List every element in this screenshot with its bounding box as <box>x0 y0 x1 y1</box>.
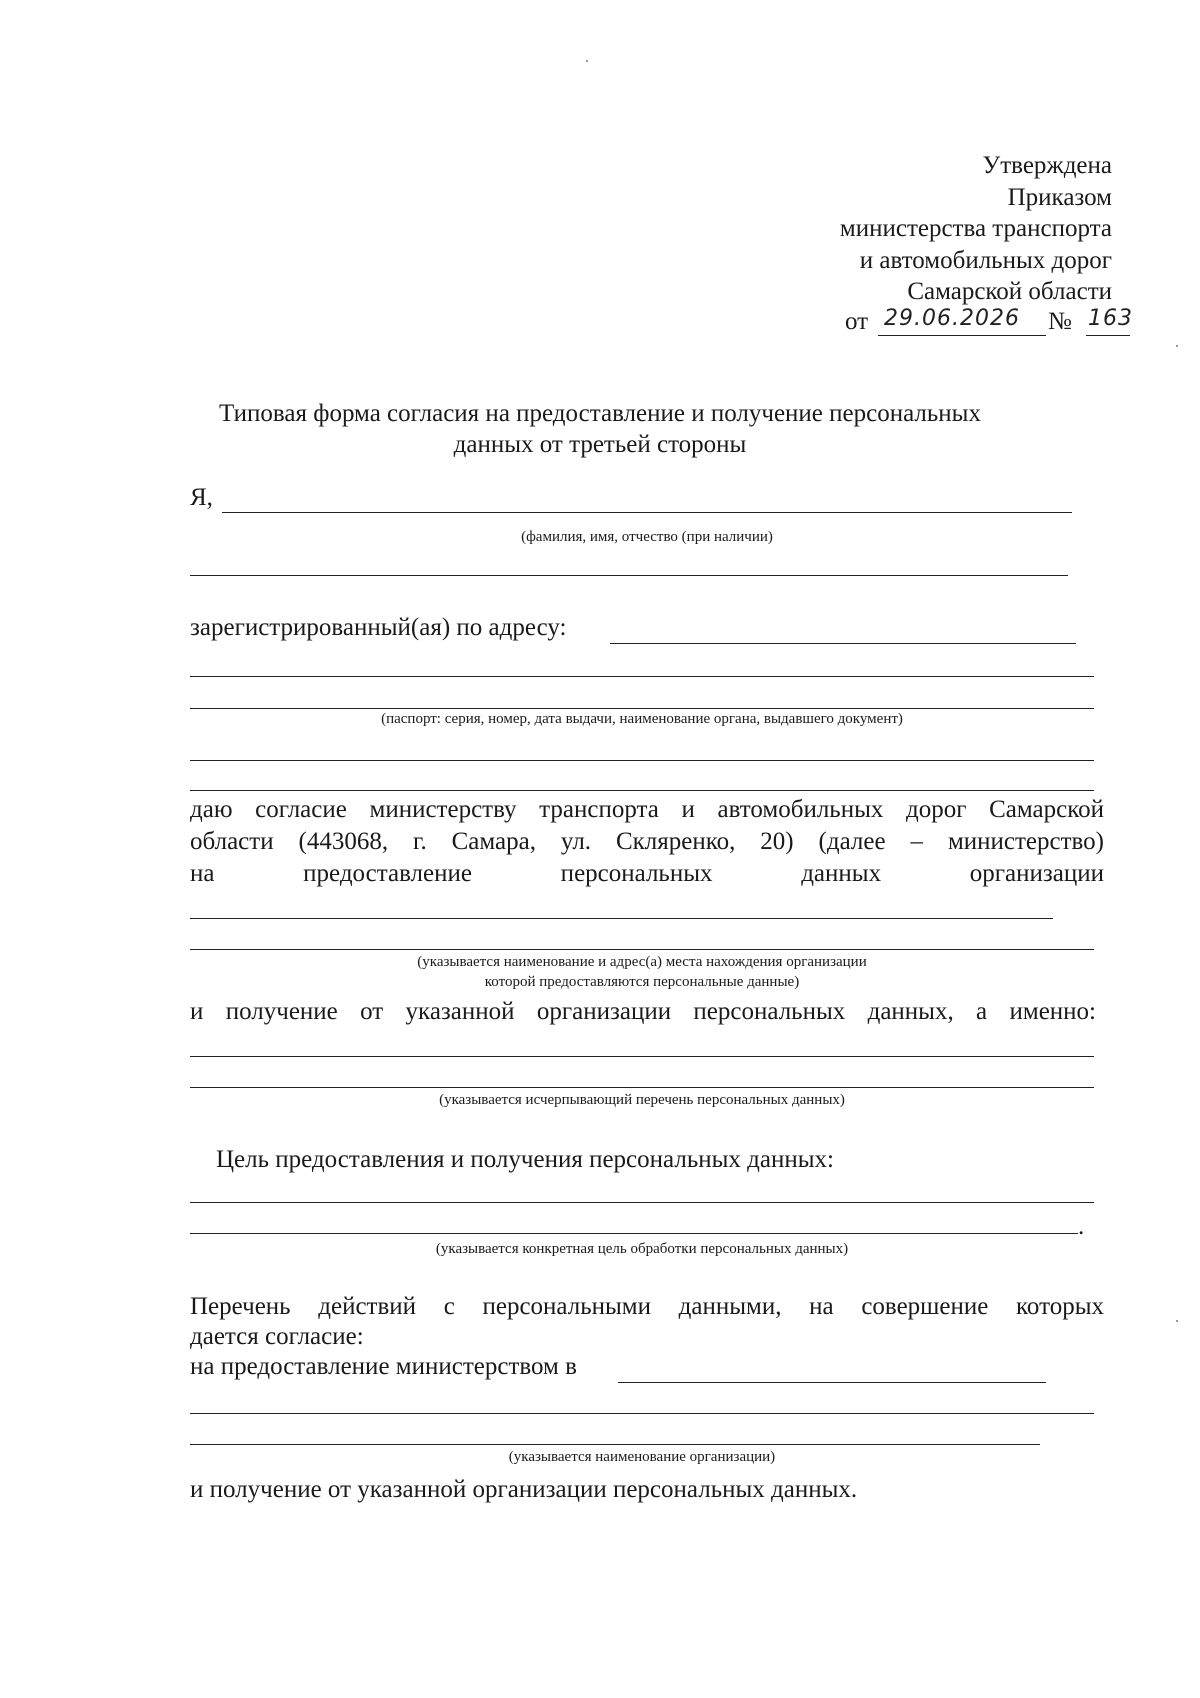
approval-line-1: Утверждена <box>982 152 1112 179</box>
approval-number-handwritten: 163 <box>1088 306 1133 331</box>
approval-block <box>840 150 1112 308</box>
fio-field-line[interactable] <box>222 512 1072 513</box>
purpose-field-line-1[interactable] <box>190 1202 1094 1203</box>
consent-line-1: даю согласие министерству транспорта и автомобильных дорог Самарской <box>190 796 1104 823</box>
recipient-org-field-line-2[interactable] <box>190 1413 1094 1414</box>
date-underline <box>878 335 1046 336</box>
passport-field-line-2[interactable] <box>190 760 1094 761</box>
purpose-period: . <box>1078 1213 1085 1240</box>
scan-speck <box>1176 1320 1178 1322</box>
approval-line-4: и автомобильных дорог <box>859 246 1112 274</box>
consent-line-3: на предоставление персональных данных организации <box>190 860 1104 887</box>
recipient-org-caption: (указывается наименование организации) <box>508 1449 776 1465</box>
approval-date-handwritten: 29.06.2026 <box>884 306 1020 331</box>
approval-date-prefix: от <box>845 308 869 335</box>
fio-field-line-2[interactable] <box>190 575 1068 576</box>
purpose-field-line-2[interactable] <box>190 1233 1078 1234</box>
passport-caption: (паспорт: серия, номер, дата выдачи, наименование органа, выдавшего документ) <box>381 711 903 727</box>
number-underline <box>1086 335 1130 336</box>
scan-speck <box>1176 345 1178 347</box>
purpose-label: Цель предоставления и получения персональных данных: <box>216 1146 834 1173</box>
org-caption-line-2: которой предоставляются персональные данные) <box>484 974 800 990</box>
approval-line-2: Приказом <box>1007 183 1112 211</box>
org-caption-line-1: (указывается наименование и адрес(а) места нахождения организации <box>417 954 867 970</box>
final-line: и получение от указанной организации персональных данных. <box>190 1476 858 1503</box>
actions-line-2: дается согласие: <box>190 1323 364 1350</box>
form-title-line-1: Типовая форма согласия на предоставление и получение персональных <box>219 400 981 427</box>
provide-label: на предоставление министерством в <box>190 1353 577 1380</box>
approval-line-3: министерства транспорта <box>839 215 1112 242</box>
passport-field-line-1[interactable] <box>190 708 1094 709</box>
ya-label: Я, <box>190 484 213 511</box>
org-field-line-2[interactable] <box>190 949 1094 950</box>
address-label: зарегистрированный(ая) по адресу: <box>190 614 567 641</box>
purpose-caption: (указывается конкретная цель обработки персональных данных) <box>435 1241 849 1257</box>
approval-line-5: Самарской области <box>907 278 1112 305</box>
scan-speck <box>586 60 588 62</box>
passport-field-line-3[interactable] <box>190 790 1094 791</box>
address-field-line-2[interactable] <box>190 676 1094 677</box>
receive-line: и получение от указанной организации персональных данных, а именно: <box>190 998 1096 1025</box>
form-title-line-2: данных от третьей стороны <box>453 431 747 458</box>
data-list-field-line-1[interactable] <box>190 1056 1094 1057</box>
address-field-line-1[interactable] <box>610 643 1076 644</box>
org-field-line-1[interactable] <box>190 918 1053 919</box>
data-list-caption: (указывается исчерпывающий перечень персональных данных) <box>439 1092 845 1108</box>
recipient-org-field-line-1[interactable] <box>618 1382 1046 1383</box>
approval-number-sign: № <box>1048 308 1072 335</box>
data-list-field-line-2[interactable] <box>190 1087 1094 1088</box>
actions-line-1: Перечень действий с персональными данными, на совершение которых <box>190 1293 1104 1320</box>
consent-line-2: области (443068, г. Самара, ул. Скляренко, 20) (далее – министерство) <box>190 828 1104 855</box>
recipient-org-field-line-3[interactable] <box>190 1444 1040 1445</box>
fio-caption: (фамилия, имя, отчество (при наличии) <box>521 529 773 545</box>
